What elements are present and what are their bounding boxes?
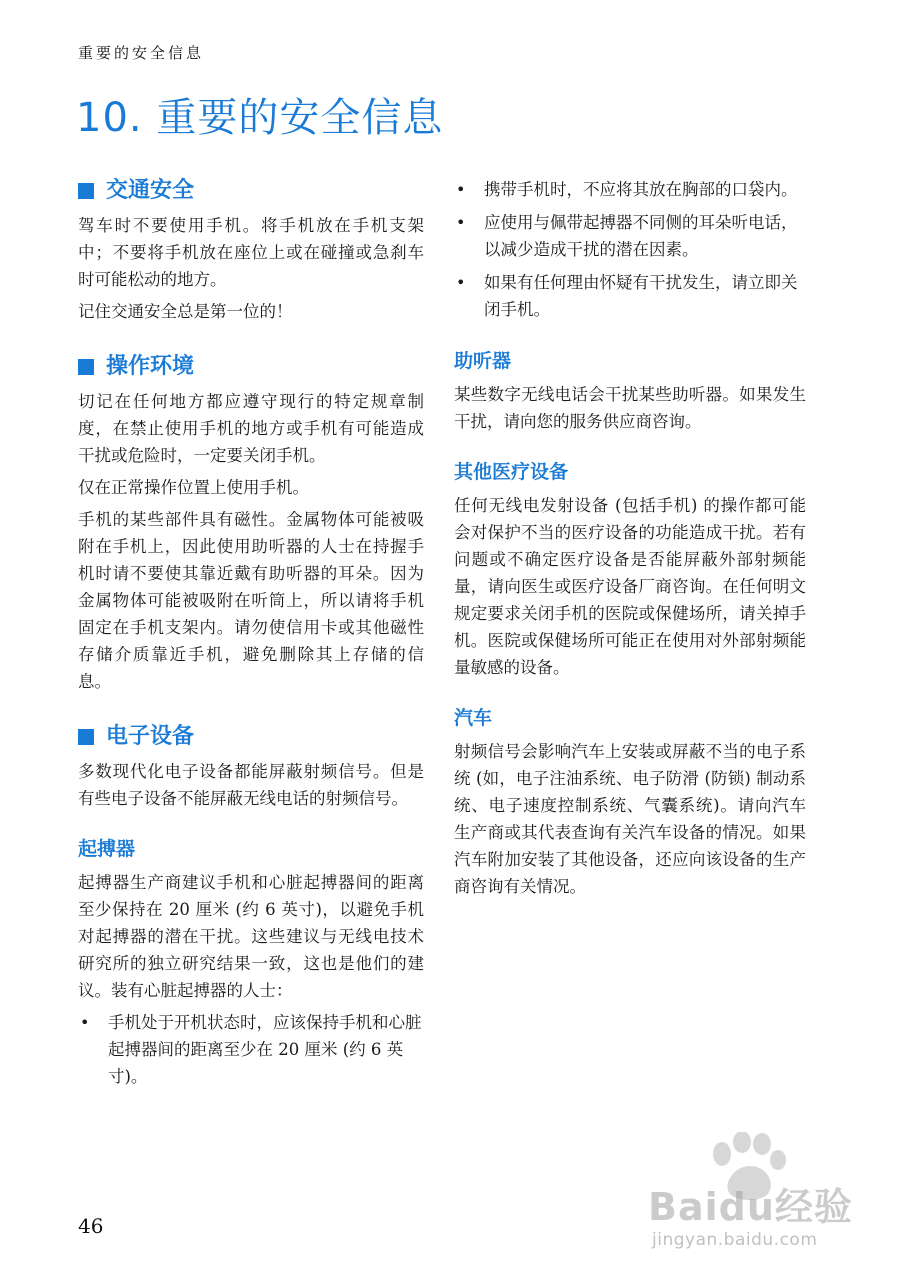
- running-header: 重要的安全信息: [78, 44, 205, 62]
- section-heading-electronics: [78, 722, 424, 752]
- bullet-icon: •: [456, 213, 466, 232]
- bullet-icon: •: [80, 1013, 90, 1032]
- environment-paragraph-3: 手机的某些部件具有磁性。金属物体可能被吸附在手机上，因此使用助听器的人士在持握手机时请不要使其靠近戴有助听器的耳朵。因为金属物体可能被吸附在听筒上，所以请将手机固定在手机支架内。请勿使信用卡或其他磁性存储介质靠近手机，避免删除其上存储的信息。: [78, 510, 424, 691]
- subheading-pacemaker: 起搏器: [78, 838, 136, 860]
- environment-paragraph-1: 切记在任何地方都应遵守现行的特定规章制度，在禁止使用手机的地方或手机有可能造成干扰或危险时，一定要关闭手机。: [78, 392, 424, 465]
- list-item-text: 应使用与佩带起搏器不同侧的耳朵听电话，以减少造成干扰的潜在因素。: [484, 213, 798, 259]
- section-heading-traffic: [78, 176, 424, 206]
- subheading-vehicles: 汽车: [454, 707, 493, 729]
- list-item: [454, 176, 806, 203]
- list-item: [454, 269, 806, 323]
- list-item-text: 手机处于开机状态时，应该保持手机和心脏起搏器间的距离至少在 20 厘米 (约 6 英寸)。: [108, 1013, 422, 1086]
- section-heading-electronics-label: 电子设备: [106, 724, 195, 749]
- electronics-paragraph-1: 多数现代化电子设备都能屏蔽射频信号。但是有些电子设备不能屏蔽无线电话的射频信号。: [78, 762, 424, 808]
- right-column: [454, 176, 806, 905]
- hearing-aids-paragraph-1: 某些数字无线电话会干扰某些助听器。如果发生干扰，请向您的服务供应商咨询。: [454, 385, 806, 431]
- section-heading-traffic-label: 交通安全: [106, 178, 195, 203]
- pacemaker-bullet-list-continued: [454, 176, 806, 323]
- list-item: [78, 1009, 424, 1090]
- watermark-url: jingyan.baidu.com: [652, 1230, 818, 1250]
- traffic-paragraph-2: 记住交通安全总是第一位的！: [78, 302, 293, 321]
- section-square-icon: [78, 729, 94, 745]
- bullet-icon: •: [456, 273, 466, 292]
- bullet-icon: •: [456, 180, 466, 199]
- watermark-logo-text: Baidu经验: [648, 1185, 853, 1229]
- environment-paragraph-2: 仅在正常操作位置上使用手机。: [78, 478, 309, 497]
- section-heading-environment: [78, 352, 424, 382]
- page-title: 10. 重要的安全信息: [76, 95, 444, 141]
- pacemaker-bullet-list: [78, 1009, 424, 1090]
- vehicles-paragraph-1: 射频信号会影响汽车上安装或屏蔽不当的电子系统 (如，电子注油系统、电子防滑 (防锁) 制动系统、电子速度控制系统、气囊系统)。请向汽车生产商或其代表查询有关汽车设备的情况。如果汽车附加安装了其他设备，还应向该设备的生产商咨询有关情况。: [454, 742, 806, 896]
- section-square-icon: [78, 359, 94, 375]
- medical-paragraph-1: 任何无线电发射设备 (包括手机) 的操作都可能会对保护不当的医疗设备的功能造成干扰。若有问题或不确定医疗设备是否能屏蔽外部射频能量，请向医生或医疗设备厂商咨询。在任何明文规定要求关闭手机的医院或保健场所，请关掉手机。医院或保健场所可能正在使用对外部射频能量敏感的设备。: [454, 496, 806, 677]
- subheading-hearing-aids: 助听器: [454, 350, 512, 372]
- traffic-paragraph-1: 驾车时不要使用手机。将手机放在手机支架中；不要将手机放在座位上或在碰撞或急刹车时可能松动的地方。: [78, 216, 424, 289]
- list-item: [454, 209, 806, 263]
- list-item-text: 携带手机时，不应将其放在胸部的口袋内。: [484, 180, 798, 199]
- pacemaker-paragraph-1: 起搏器生产商建议手机和心脏起搏器间的距离至少保持在 20 厘米 (约 6 英寸)，以避免手机对起搏器的潜在干扰。这些建议与无线电技术研究所的独立研究结果一致，这也是他们的建议。装有心脏起搏器的人士：: [78, 873, 424, 1000]
- section-square-icon: [78, 183, 94, 199]
- section-heading-environment-label: 操作环境: [106, 354, 195, 379]
- left-column: [78, 176, 424, 1096]
- subheading-medical-devices: 其他医疗设备: [454, 461, 569, 483]
- list-item-text: 如果有任何理由怀疑有干扰发生，请立即关闭手机。: [484, 273, 798, 319]
- page-number: 46: [78, 1214, 104, 1238]
